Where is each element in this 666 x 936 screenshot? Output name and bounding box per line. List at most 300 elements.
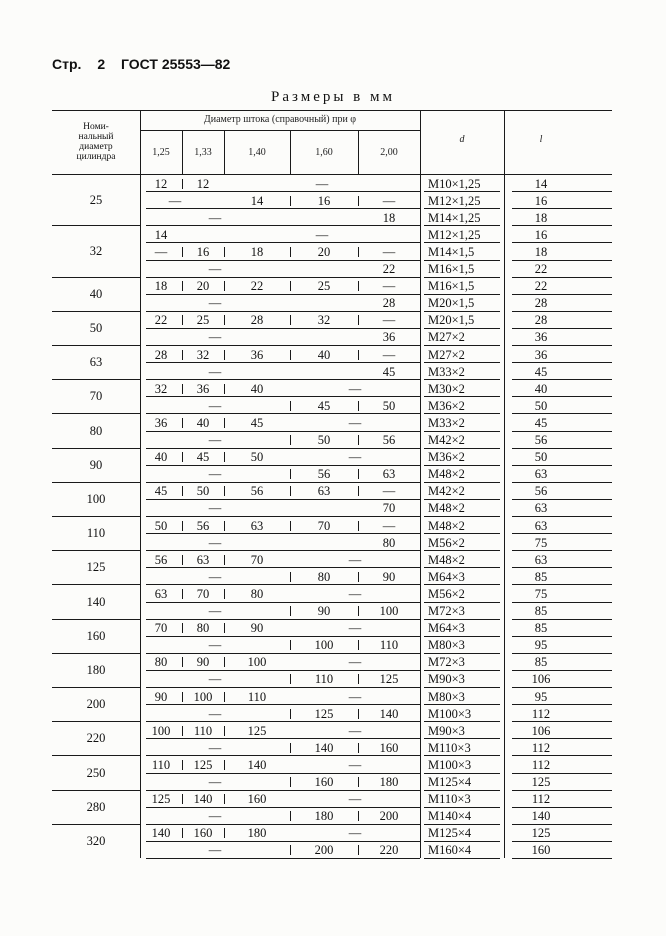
thread-designation: M64×3 [428,569,465,584]
rod-value-dash: — [348,449,362,464]
rod-value-dash: — [208,809,222,823]
rod-value-c1: 80 [154,655,168,670]
length-value: 106 [531,723,551,738]
rod-value-c3: 125 [247,723,267,738]
nominal-diameter: 90 [89,457,103,472]
rod-value-c3: 140 [247,757,267,772]
row-rule [146,362,420,363]
cell-separator [358,811,359,821]
length-value: 63 [534,467,548,481]
row-rule [424,636,500,637]
row-rule [146,465,420,466]
thread-designation: M160×4 [428,843,472,858]
rod-value-c3: 18 [250,244,264,259]
group-rule [52,790,140,791]
cell-separator [182,247,183,257]
thread-designation: M42×2 [428,432,465,447]
rod-value-dash: — [208,603,222,618]
thread-designation: M48×2 [428,552,465,567]
cell-separator [290,281,291,291]
rod-value-c4: 140 [314,740,334,755]
cell-separator [290,435,291,445]
length-value: 85 [534,569,548,584]
rod-value-c1: 90 [154,689,168,704]
rod-value-c2: 25 [196,313,210,328]
length-value: 63 [534,518,548,533]
cell-separator [290,709,291,719]
row-rule [512,619,612,620]
length-value: 63 [534,501,548,516]
header-ratio: 1,40 [248,147,266,158]
row-rule [512,277,612,278]
header-ratio: 1,60 [315,147,333,158]
rod-value-c1: 56 [154,552,168,567]
rod-value-c1: 45 [154,484,168,499]
nominal-diameter: 250 [86,765,106,780]
row-rule [146,550,420,551]
row-rule [424,858,500,859]
thread-designation: M110×3 [428,791,471,806]
group-rule [52,755,140,756]
rod-value-c3: 14 [250,193,264,208]
rod-value-c5: 110 [379,638,399,652]
rod-value-c4: 40 [317,347,331,362]
rod-value-c1: 40 [154,449,168,464]
nominal-diameter: 200 [86,696,106,711]
thread-designation: M16×1,5 [428,278,475,293]
cell-separator [224,384,225,394]
row-rule [146,482,420,483]
rod-value-c1: 36 [154,415,168,430]
cell-separator [358,486,359,496]
row-rule [424,790,500,791]
header-col-rule [290,130,291,174]
length-value: 56 [534,484,548,499]
rod-value-c2: 110 [193,723,213,738]
cell-separator [290,521,291,531]
row-rule [146,431,420,432]
nominal-diameter: 320 [86,833,106,848]
body-col-rule [420,174,421,858]
thread-designation: M48×2 [428,467,465,481]
header-col-rule [358,130,359,174]
row-rule [146,687,420,688]
rod-value-dash: — [208,398,222,413]
rod-value-dash: — [348,723,362,738]
row-rule [424,755,500,756]
header-nominal-line: диаметр [79,142,113,152]
thread-designation: M56×2 [428,586,465,601]
cell-separator [224,315,225,325]
length-value: 56 [534,432,548,447]
cell-separator [358,709,359,719]
length-value: 22 [534,278,548,293]
row-rule [146,755,420,756]
length-value: 125 [531,826,551,841]
cell-separator [182,794,183,804]
cell-separator [358,315,359,325]
row-rule [146,567,420,568]
table-top-rule [52,110,612,111]
row-rule [424,773,500,774]
row-rule [512,670,612,671]
nominal-diameter: 100 [86,491,106,506]
nominal-diameter: 80 [89,423,103,438]
thread-designation: M27×2 [428,330,465,345]
length-value: 18 [534,210,548,225]
row-rule [424,225,500,226]
page-number: 2 [97,56,106,72]
thread-designation: M100×3 [428,757,472,772]
row-rule [512,362,612,363]
row-rule [424,482,500,483]
thread-designation: M72×3 [428,603,465,618]
row-rule [512,550,612,551]
row-rule [512,687,612,688]
length-value: 22 [534,261,548,276]
cell-separator [182,350,183,360]
header-col-rule [140,110,141,174]
nominal-diameter: 70 [89,389,103,404]
nominal-diameter: 280 [86,799,106,814]
thread-designation: M30×2 [428,381,465,396]
header-ratio: 2,00 [380,147,398,158]
rod-value-dash: — [208,261,222,276]
rod-value-c5: 100 [379,603,399,618]
row-rule [512,653,612,654]
nominal-diameter: 140 [86,594,106,609]
cell-separator [182,418,183,428]
rod-value-c3: 90 [250,620,264,635]
row-rule [424,311,500,312]
row-rule [146,311,420,312]
group-rule [52,413,140,414]
group-rule [52,550,140,551]
thread-designation: M100×3 [428,706,472,721]
cell-separator [358,435,359,445]
rod-value-c5: 160 [379,740,399,755]
length-value: 75 [534,586,548,601]
nominal-diameter: 160 [86,628,106,643]
cell-separator [290,674,291,684]
cell-separator [224,692,225,702]
header-col-rule [224,130,225,174]
rod-value-c2: 125 [193,757,213,772]
length-value: 36 [534,347,548,362]
thread-designation: M125×4 [428,826,472,841]
rod-value-c4: 100 [314,638,334,652]
row-rule [146,277,420,278]
rod-value-c3: 28 [250,313,264,328]
rod-value-c4: 80 [317,569,331,584]
cell-separator [224,726,225,736]
cell-separator [182,315,183,325]
rod-value-dash: — [208,706,222,721]
rod-value-c1: 110 [151,757,171,772]
thread-designation: M20×1,5 [428,296,475,310]
cell-separator [290,811,291,821]
cell-separator [358,777,359,787]
header-nominal-line: нальный [78,132,114,142]
rod-value-dash: — [348,586,362,601]
length-value: 112 [531,740,551,755]
row-rule [512,260,612,261]
row-rule [424,619,500,620]
rod-value-dash: — [168,193,182,208]
row-rule [424,413,500,414]
table-caption: Размеры в мм [270,89,395,105]
row-rule [146,379,420,380]
group-rule [52,448,140,449]
thread-designation: M72×3 [428,655,465,670]
cell-separator [358,743,359,753]
rod-value-c1: 140 [151,826,171,841]
row-rule [146,858,420,859]
group-rule [52,653,140,654]
rod-value-c3: 80 [250,586,264,601]
group-rule [52,721,140,722]
row-rule [424,653,500,654]
row-rule [512,208,612,209]
length-value: 28 [534,296,548,310]
thread-designation: M48×2 [428,518,465,533]
header-rod-diameter: Диаметр штока (справочный) при φ [203,114,357,125]
row-rule [424,602,500,603]
row-rule [424,294,500,295]
row-rule [424,465,500,466]
body-col-rule [504,174,505,858]
rod-value-c5: — [382,193,396,208]
cell-separator [358,469,359,479]
rod-value-c4: 160 [314,774,334,789]
thread-designation: M10×1,25 [428,176,481,191]
row-rule [146,670,420,671]
rod-value-c5: 70 [382,501,396,516]
rod-value-c2: 12 [196,176,210,191]
thread-designation: M64×3 [428,620,465,635]
rod-value-c2: 80 [196,620,210,635]
row-rule [146,790,420,791]
row-rule [146,653,420,654]
row-rule [424,584,500,585]
thread-designation: M80×3 [428,638,465,652]
rod-value-c5: — [382,313,396,328]
nominal-diameter: 50 [89,320,103,335]
row-rule [512,431,612,432]
nominal-diameter: 220 [86,731,106,746]
rod-value-c4: 200 [314,843,334,858]
thread-designation: M33×2 [428,364,465,379]
cell-separator [182,179,183,189]
thread-designation: M90×3 [428,672,465,687]
row-rule [146,721,420,722]
group-rule [52,311,140,312]
row-rule [424,499,500,500]
group-rule [52,345,140,346]
thread-designation: M14×1,25 [428,210,481,225]
row-rule [424,448,500,449]
row-rule [424,670,500,671]
header-col-rule [182,130,183,174]
length-value: 112 [531,791,551,806]
rod-value-dash: — [348,415,362,430]
cell-separator [358,572,359,582]
rod-value-c4: 32 [317,313,331,328]
row-rule [146,448,420,449]
rod-value-c5: 45 [382,364,396,379]
row-rule [424,721,500,722]
cell-separator [182,726,183,736]
rod-value-c3: 22 [250,278,264,293]
row-rule [512,242,612,243]
thread-designation: M16×1,5 [428,261,475,276]
length-value: 16 [534,227,548,242]
group-rule [52,584,140,585]
row-rule [512,721,612,722]
cell-separator [224,555,225,565]
length-value: 112 [531,757,551,772]
cell-separator [358,845,359,855]
rod-value-dash: — [348,620,362,635]
thread-designation: M90×3 [428,723,465,738]
cell-separator [358,281,359,291]
rod-value-c4: 56 [317,467,331,481]
row-rule [424,431,500,432]
rod-value-c2: 32 [196,347,210,362]
rod-value-c3: 40 [250,381,264,396]
row-rule [512,379,612,380]
rod-value-dash: — [208,569,222,584]
rod-value-c3: 45 [250,415,264,430]
rod-value-c4: 180 [314,809,334,823]
cell-separator [290,640,291,650]
rod-value-dash: — [348,381,362,396]
row-rule [424,242,500,243]
row-rule [424,550,500,551]
rod-value-dash: — [208,501,222,516]
rod-value-c1: 18 [154,278,168,293]
row-rule [146,328,420,329]
row-rule [146,584,420,585]
thread-designation: M36×2 [428,449,465,464]
row-rule [146,824,420,825]
row-rule [424,516,500,517]
rod-value-c5: — [382,518,396,533]
row-rule [146,413,420,414]
rod-value-c2: 16 [196,244,210,259]
rod-value-dash: — [208,364,222,379]
row-rule [146,516,420,517]
row-rule [424,379,500,380]
row-rule [512,824,612,825]
cell-separator [290,486,291,496]
row-rule [424,191,500,192]
rod-value-c2: 45 [196,449,210,464]
row-rule [512,413,612,414]
thread-designation: M36×2 [428,398,465,413]
rod-value-dash: — [348,552,362,567]
length-value: 85 [534,655,548,670]
nominal-diameter: 25 [89,192,103,207]
rod-value-c5: — [382,484,396,499]
cell-separator [224,452,225,462]
row-rule [146,208,420,209]
rod-value-c2: 90 [196,655,210,670]
row-rule [146,294,420,295]
rod-value-c4: 125 [314,706,334,721]
length-value: 45 [534,415,548,430]
row-rule [424,841,500,842]
rod-value-c1: 125 [151,791,171,806]
rod-value-dash: — [208,774,222,789]
cell-separator [182,657,183,667]
cell-separator [182,281,183,291]
length-value: 16 [534,193,548,208]
row-rule [146,499,420,500]
rod-value-dash: — [348,791,362,806]
row-rule [146,396,420,397]
rod-value-c5: 22 [382,261,396,276]
rod-value-c5: — [382,244,396,259]
rod-value-c5: 50 [382,398,396,413]
rod-value-c4: 16 [317,193,331,208]
length-value: 40 [534,381,548,396]
rod-value-c4: 45 [317,398,331,413]
rod-value-c5: — [382,347,396,362]
row-rule [424,328,500,329]
row-rule [512,191,612,192]
row-rule [146,619,420,620]
cell-separator [224,247,225,257]
rod-value-c2: 140 [193,791,213,806]
length-value: 18 [534,244,548,259]
thread-designation: M110×3 [428,740,471,755]
cell-separator [358,606,359,616]
thread-designation: M20×1,5 [428,313,475,328]
cell-separator [290,401,291,411]
rod-value-c2: 63 [196,552,210,567]
row-rule [512,499,612,500]
row-rule [146,841,420,842]
cell-separator [290,845,291,855]
rod-value-c3: 180 [247,826,267,841]
row-rule [146,738,420,739]
row-rule [146,191,420,192]
group-rule [52,225,140,226]
page-label: Стр. [52,56,82,72]
header-nominal-line: цилиндра [76,152,116,162]
row-rule [146,773,420,774]
cell-separator [358,350,359,360]
rod-value-dash: — [315,176,329,191]
row-rule [512,636,612,637]
header-thread-d: d [459,134,465,145]
nominal-diameter: 63 [89,354,103,369]
rod-value-c3: 70 [250,552,264,567]
length-value: 36 [534,330,548,345]
cell-separator [290,350,291,360]
rod-value-c5: 63 [382,467,396,481]
rod-value-c1: 100 [151,723,171,738]
row-rule [512,704,612,705]
rod-value-c5: 200 [379,809,399,823]
group-rule [52,379,140,380]
row-rule [512,790,612,791]
row-rule [512,396,612,397]
length-value: 125 [531,774,551,789]
rod-value-dash: — [208,296,222,310]
thread-designation: M48×2 [428,501,465,516]
